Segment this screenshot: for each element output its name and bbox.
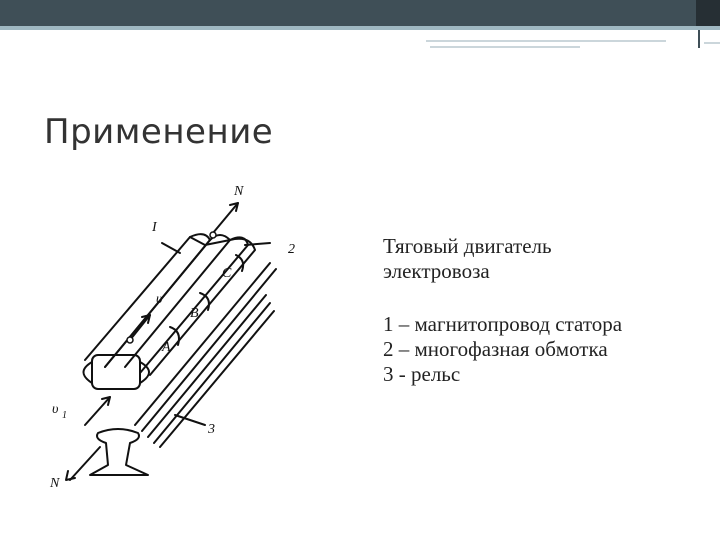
top-bar-accent — [0, 26, 720, 30]
label-v: υ — [156, 292, 163, 307]
label-2: 2 — [288, 242, 295, 257]
motor-diagram — [30, 175, 330, 505]
label-a: A — [162, 340, 171, 355]
decor-line — [698, 30, 700, 48]
slide-body — [383, 234, 622, 387]
label-c: C — [222, 266, 232, 281]
top-bar — [0, 0, 720, 26]
legend-line: 3 - рельс — [383, 362, 461, 386]
legend-line: 2 – многофазная обмотка — [383, 337, 608, 361]
decor-line — [426, 40, 666, 42]
top-bar-corner — [696, 0, 720, 26]
label-n-top: N — [234, 184, 244, 199]
label-v1: υ — [52, 402, 59, 417]
label-v1-sub: 1 — [62, 410, 67, 421]
slide-title: Применение — [44, 112, 274, 152]
label-n-bottom: N — [50, 476, 60, 491]
decor-line — [704, 42, 720, 44]
legend-line: 1 – магнитопровод статора — [383, 312, 623, 336]
label-b: B — [190, 306, 199, 321]
caption-line: Тяговый двигатель — [383, 234, 552, 258]
decor-line — [430, 46, 580, 48]
label-3: 3 — [208, 422, 215, 437]
label-1: I — [152, 220, 157, 235]
caption-line: электровоза — [383, 259, 490, 283]
